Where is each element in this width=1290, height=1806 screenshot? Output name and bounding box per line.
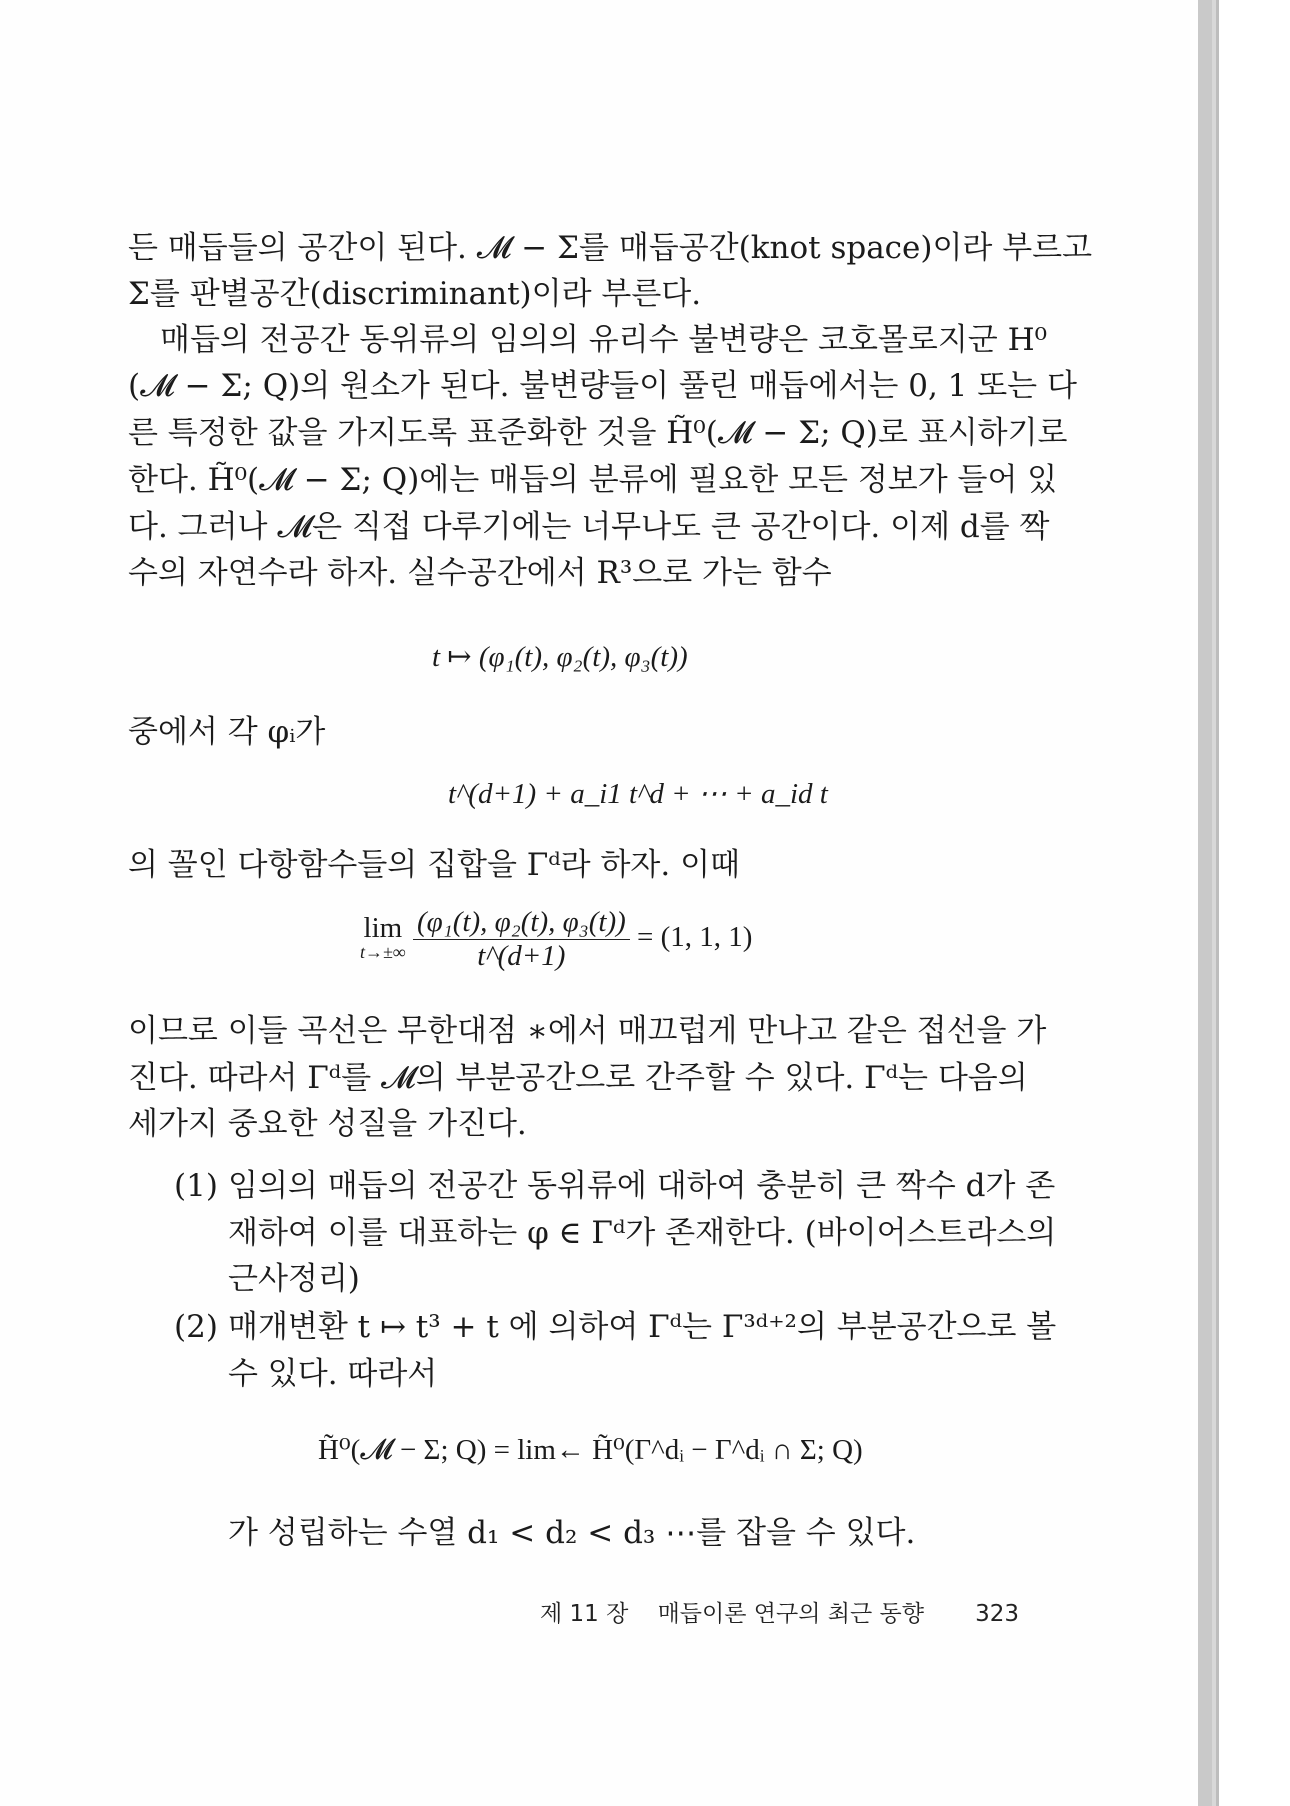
text-line-3: 매듭의 전공간 동위류의 임의의 유리수 불변량은 코호몰로지군 H⁰ <box>160 322 1048 358</box>
equation-polynomial: t^(d+1) + a_i1 t^d + ⋯ + a_id t <box>448 778 828 810</box>
equation-limit <box>360 906 752 973</box>
text-line-13: 세가지 중요한 성질을 가진다. <box>128 1106 527 1142</box>
footer-chapter: 제 11 장 <box>540 1601 629 1627</box>
equation-curve-map: t ↦ (φ₁(t), φ₂(t), φ₃(t)) <box>432 641 688 673</box>
limit-label: lim <box>363 911 403 944</box>
text-line-12: 진다. 따라서 Γᵈ를 𝓜의 부분공간으로 간주할 수 있다. Γᵈ는 다음의 <box>128 1060 1028 1096</box>
fraction-numerator: (φ₁(t), φ₂(t), φ₃(t)) <box>413 906 630 940</box>
list-marker-2: (2) <box>174 1309 218 1345</box>
list-item-2-line-2: 수 있다. 따라서 <box>228 1356 438 1392</box>
text-line-9: 중에서 각 φᵢ가 <box>128 714 326 750</box>
limit-fraction <box>413 906 630 973</box>
limit-subscript: t→±∞ <box>360 941 406 962</box>
text-line-2: Σ를 판별공간(discriminant)이라 부른다. <box>128 276 702 312</box>
list-item-1-line-1: 임의의 매듭의 전공간 동위류에 대하여 충분히 큰 짝수 d가 존 <box>228 1168 1056 1204</box>
list-item-1-line-3: 근사정리) <box>228 1261 360 1297</box>
list-item-2-line-1: 매개변환 t ↦ t³ + t 에 의하여 Γᵈ는 Γ³ᵈ⁺²의 부분공간으로 볼 <box>228 1309 1057 1345</box>
text-line-11: 이므로 이들 곡선은 무한대점 ∗에서 매끄럽게 만나고 같은 접선을 가 <box>128 1013 1047 1049</box>
text-line-final: 가 성립하는 수열 d₁ < d₂ < d₃ ⋯를 잡을 수 있다. <box>228 1515 916 1551</box>
text-line-6: 한다. H̃⁰(𝓜 − Σ; Q)에는 매듭의 분류에 필요한 모든 정보가 들어 있 <box>128 462 1058 498</box>
text-line-4: (𝓜 − Σ; Q)의 원소가 된다. 불변량들이 풀린 매듭에서는 0, 1 또는 다 <box>128 368 1077 404</box>
footer-title: 매듭이론 연구의 최근 동향 <box>657 1601 924 1627</box>
text-line-5: 른 특정한 값을 가지도록 표준화한 것을 H̃⁰(𝓜 − Σ; Q)로 표시하기로 <box>128 415 1068 451</box>
page-number: 323 <box>975 1601 1020 1627</box>
text-line-10: 의 꼴인 다항함수들의 집합을 Γᵈ라 하자. 이때 <box>128 847 740 883</box>
list-marker-1: (1) <box>174 1168 218 1204</box>
text-line-7: 다. 그러나 𝓜은 직접 다루기에는 너무나도 큰 공간이다. 이제 d를 짝 <box>128 509 1050 545</box>
equation-inverse-limit: H̃⁰(𝓜 − Σ; Q) = lim← H̃⁰(Γ^dᵢ − Γ^dᵢ ∩ Σ; Q) <box>318 1434 863 1466</box>
page-edge <box>1198 0 1212 1806</box>
text-line-8: 수의 자연수라 하자. 실수공간에서 R³으로 가는 함수 <box>128 555 832 591</box>
limit-rhs: = (1, 1, 1) <box>637 921 753 954</box>
running-footer <box>540 1595 1019 1628</box>
text-line-1: 든 매듭들의 공간이 된다. 𝓜 − Σ를 매듭공간(knot space)이라 부르고 <box>128 230 1093 266</box>
fraction-denominator: t^(d+1) <box>477 940 566 972</box>
limit-operator <box>360 911 406 964</box>
list-item-1-line-2: 재하여 이를 대표하는 φ ∈ Γᵈ가 존재한다. (바이어스트라스의 <box>228 1215 1057 1251</box>
